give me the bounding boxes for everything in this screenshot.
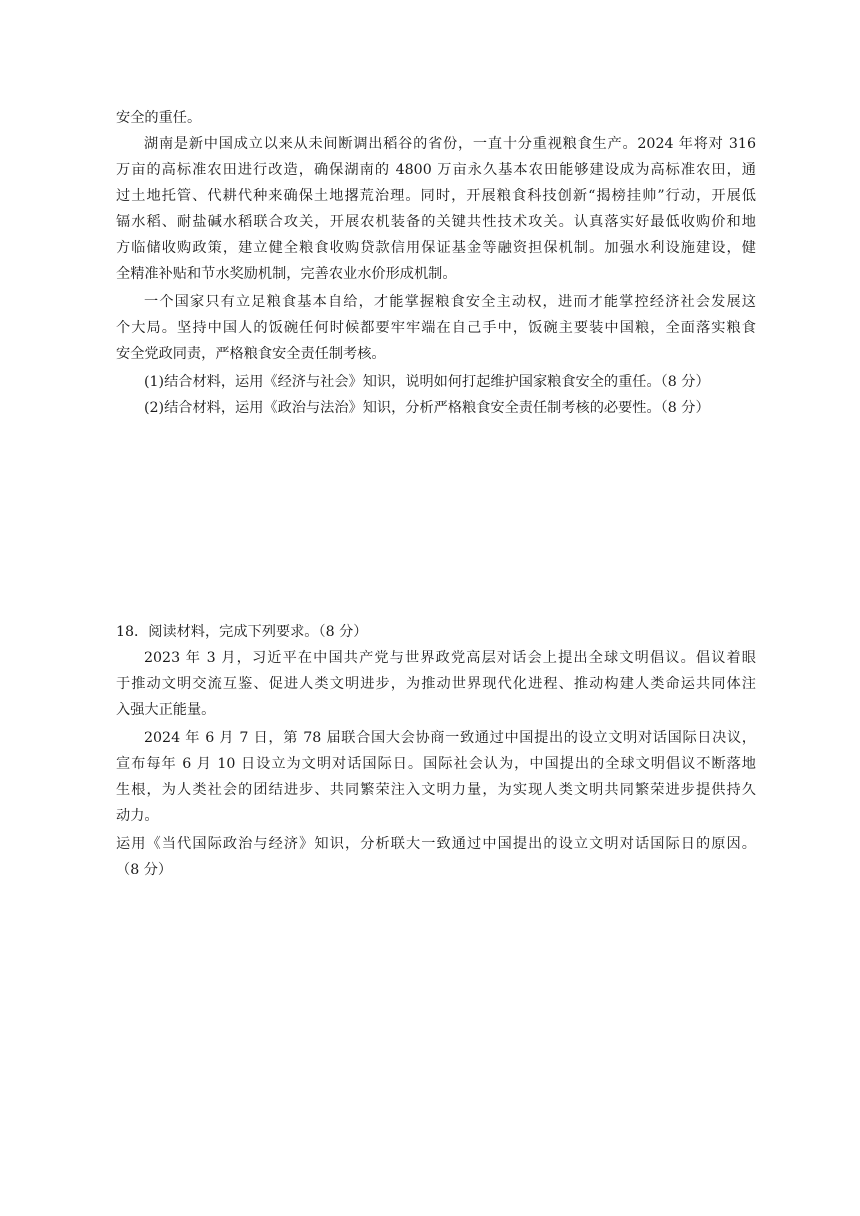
question-18-heading: 18．阅读材料，完成下列要求。（8 分）	[116, 624, 368, 640]
paragraph-line: 方临储收购政策，建立健全粮食收购贷款信用保证基金等融资担保机制。加强水利设施建设，健	[116, 240, 756, 256]
paragraph-line: 安全党政同责，严格粮食安全责任制考核。	[116, 346, 386, 362]
paragraph-line: 动力。	[116, 808, 159, 824]
paragraph-line: 湖南是新中国成立以来从未间断调出稻谷的省份，一直十分重视粮食生产。2024 年将对 316	[144, 136, 756, 152]
paragraph-line: 2023 年 3 月，习近平在中国共产党与世界政党高层对话会上提出全球文明倡议。倡议着眼	[144, 650, 756, 666]
paragraph-line: 2024 年 6 月 7 日，第 78 届联合国大会协商一致通过中国提出的设立文明对话国际日决议，	[144, 730, 756, 746]
question-18-prompt: 运用《当代国际政治与经济》知识，分析联大一致通过中国提出的设立文明对话国际日的原因。	[116, 836, 756, 852]
paragraph-line: 宣布每年 6 月 10 日设立为文明对话国际日。国际社会认为，中国提出的全球文明倡议不断落地	[116, 756, 756, 772]
paragraph-line: 安全的重任。	[116, 110, 202, 126]
paragraph-line: 全精准补贴和节水奖励机制，完善农业水价形成机制。	[116, 266, 457, 282]
paragraph-line: 于推动文明交流互鉴、促进人类文明进步，为推动世界现代化进程、推动构建人类命运共同体注	[116, 676, 756, 692]
question-17-part-1: (1)结合材料，运用《经济与社会》知识，说明如何打起维护国家粮食安全的重任。（8 分）	[144, 374, 710, 390]
question-17-part-2: (2)结合材料，运用《政治与法治》知识，分析严格粮食安全责任制考核的必要性。（8 分）	[144, 400, 710, 416]
paragraph-line: 一个国家只有立足粮食基本自给，才能掌握粮食安全主动权，进而才能掌控经济社会发展这	[144, 294, 756, 310]
paragraph-line: 万亩的高标准农田进行改造，确保湖南的 4800 万亩永久基本农田能够建设成为高标准农田，通	[116, 162, 756, 178]
paragraph-line: 过土地托管、代耕代种来确保土地撂荒治理。同时，开展粮食科技创新“揭榜挂帅”行动，开展低	[116, 188, 756, 204]
question-18-score: （8 分）	[116, 862, 173, 878]
paragraph-line: 入强大正能量。	[116, 702, 216, 718]
paragraph-line: 个大局。坚持中国人的饭碗任何时候都要牢牢端在自己手中，饭碗主要装中国粮，全面落实粮食	[116, 320, 756, 336]
paragraph-line: 生根，为人类社会的团结进步、共同繁荣注入文明力量，为实现人类文明共同繁荣进步提供持久	[116, 782, 756, 798]
paragraph-line: 镉水稻、耐盐碱水稻联合攻关，开展农机装备的关键共性技术攻关。认真落实好最低收购价和地	[116, 214, 756, 230]
